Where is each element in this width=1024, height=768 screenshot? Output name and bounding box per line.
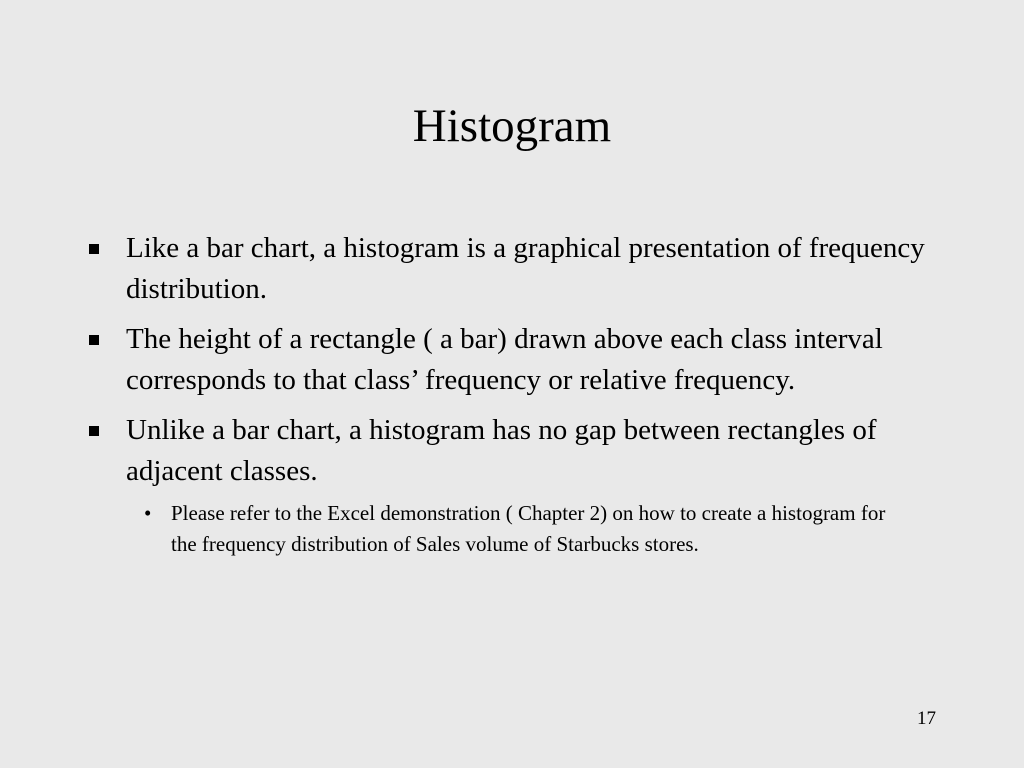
bullet-item xyxy=(86,228,946,310)
bullet-item xyxy=(86,410,946,560)
slide-title: Histogram xyxy=(412,100,612,152)
square-bullet-icon xyxy=(89,426,99,436)
bullet-text: Unlike a bar chart, a histogram has no gap between rectangles of adjacent classes. xyxy=(126,414,877,487)
square-bullet-icon xyxy=(89,335,99,345)
page-number: 17 xyxy=(917,708,936,729)
bullet-text: Like a bar chart, a histogram is a graphical presentation of frequency distribution. xyxy=(126,232,925,305)
square-bullet-icon xyxy=(89,244,99,254)
dot-bullet-icon: • xyxy=(144,501,152,525)
bullet-text: The height of a rectangle ( a bar) drawn above each class interval corresponds to that class’ frequency or relative frequency. xyxy=(126,323,883,396)
bullet-item xyxy=(86,319,946,401)
sub-bullet-item xyxy=(126,498,886,560)
sub-bullet-text: Please refer to the Excel demonstration ( Chapter 2) on how to create a histogram for the frequency distribution of Sales volume of Starbucks stores. xyxy=(171,501,886,556)
bullet-list xyxy=(86,228,946,569)
sub-bullet-list xyxy=(126,498,886,560)
